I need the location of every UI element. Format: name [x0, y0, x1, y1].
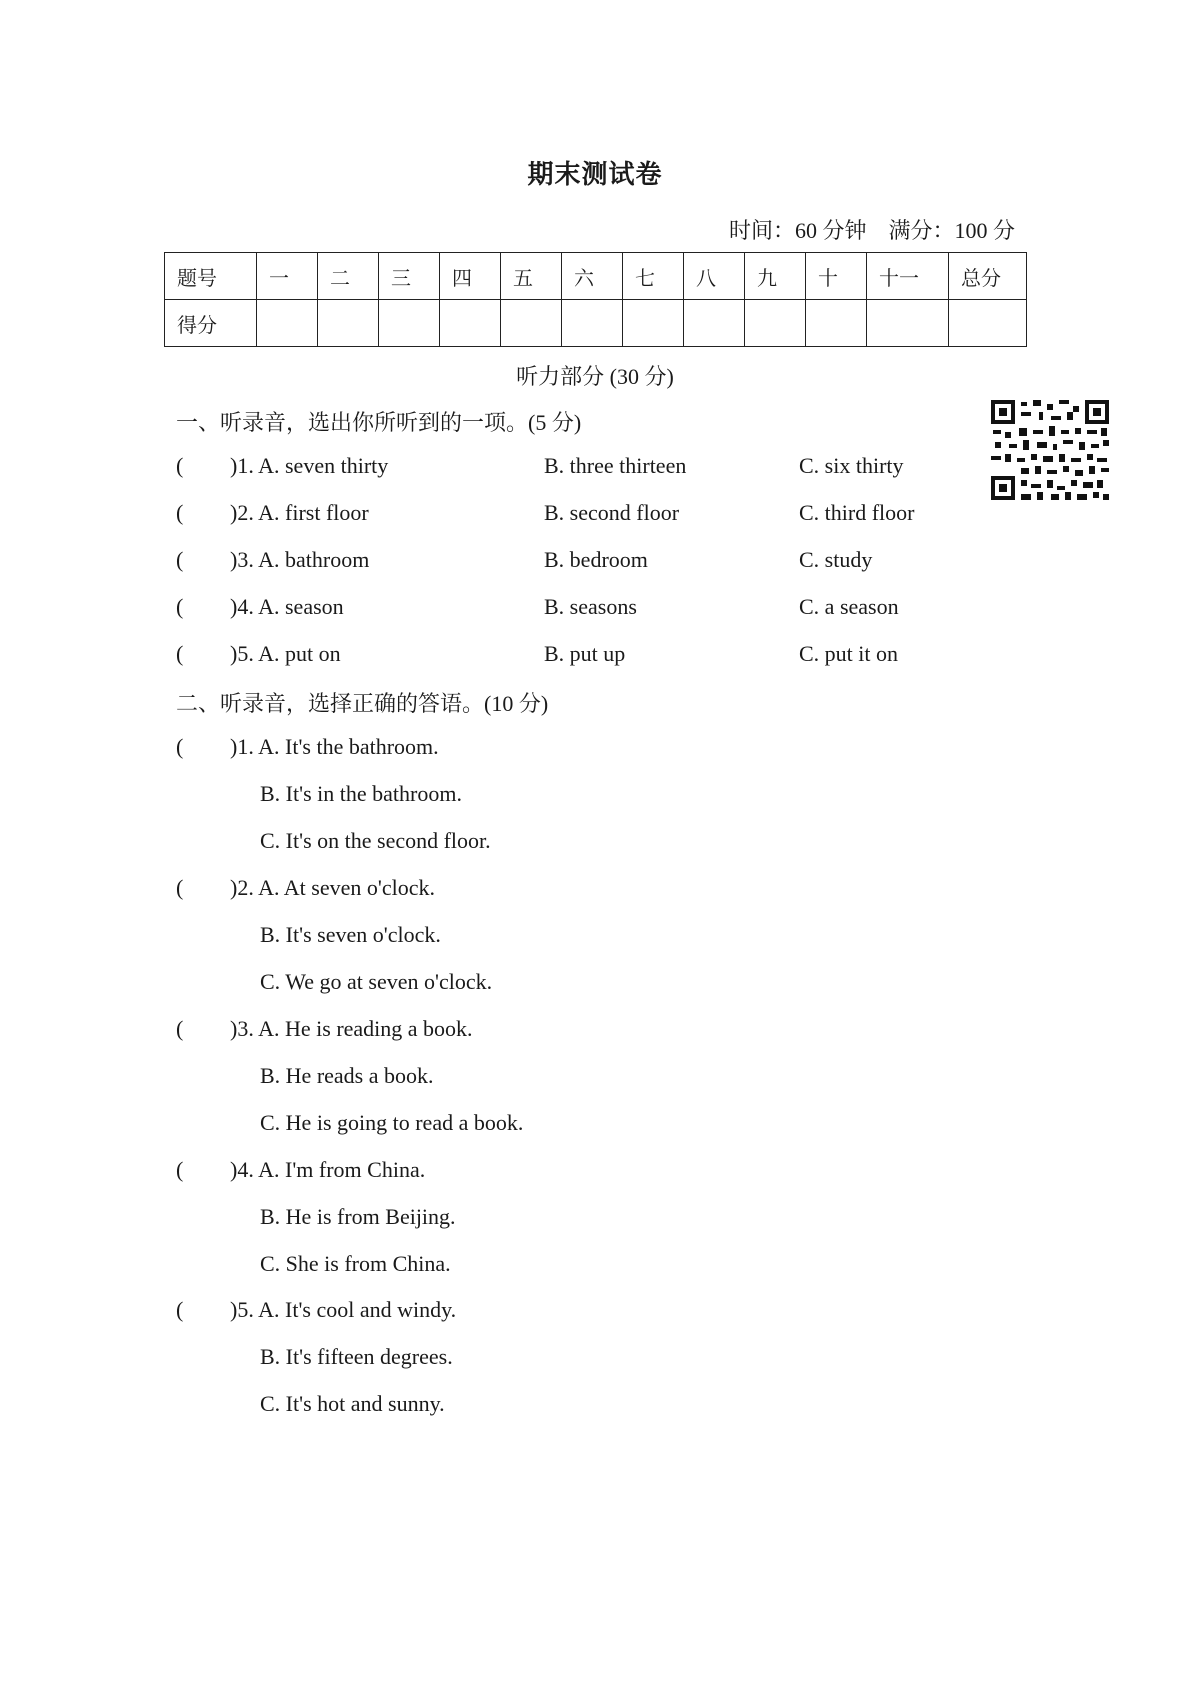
- option-a: )1. A. It's the bathroom.: [230, 734, 439, 759]
- option-a: )5. A. put on: [230, 641, 341, 666]
- answer-paren[interactable]: (: [176, 1297, 184, 1322]
- table-cell: 十: [806, 253, 867, 300]
- option-c: C. He is going to read a book.: [260, 1110, 524, 1135]
- score-cell[interactable]: [257, 300, 318, 347]
- score-table-score-row: [165, 300, 1027, 347]
- option-a: )3. A. bathroom: [230, 547, 370, 572]
- option-c: C. study: [799, 547, 873, 572]
- table-cell: 七: [623, 253, 684, 300]
- score-cell[interactable]: [562, 300, 623, 347]
- option-b: B. three thirteen: [544, 453, 687, 478]
- score-cell[interactable]: [623, 300, 684, 347]
- score-cell[interactable]: [745, 300, 806, 347]
- score-cell[interactable]: [684, 300, 745, 347]
- score-cell[interactable]: [379, 300, 440, 347]
- qr-code-icon: [991, 400, 1109, 500]
- part2-title: 二、听录音，选择正确的答语。(10 分): [176, 691, 549, 716]
- page-title: 期末测试卷: [527, 160, 663, 189]
- table-cell: 一: [257, 253, 318, 300]
- table-cell: 九: [745, 253, 806, 300]
- part1-title: 一、听录音，选出你所听到的一项。(5 分): [176, 410, 582, 435]
- answer-paren[interactable]: (: [176, 875, 184, 900]
- score-table-header-row: [165, 253, 1027, 300]
- table-cell: 三: [379, 253, 440, 300]
- option-a: )2. A. first floor: [230, 500, 369, 525]
- option-b: B. He is from Beijing.: [260, 1204, 456, 1229]
- option-c: C. She is from China.: [260, 1251, 451, 1276]
- option-c: C. third floor: [799, 500, 915, 525]
- option-c: C. It's on the second floor.: [260, 828, 491, 853]
- option-c: C. It's hot and sunny.: [260, 1391, 445, 1416]
- table-cell: 八: [684, 253, 745, 300]
- answer-paren[interactable]: (: [176, 547, 184, 572]
- option-a: )2. A. At seven o'clock.: [230, 875, 435, 900]
- table-cell: 题号: [165, 253, 257, 300]
- answer-paren[interactable]: (: [176, 1016, 184, 1041]
- option-b: B. It's in the bathroom.: [260, 781, 462, 806]
- table-cell: 四: [440, 253, 501, 300]
- option-b: B. He reads a book.: [260, 1063, 434, 1088]
- score-cell[interactable]: [806, 300, 867, 347]
- table-cell: 二: [318, 253, 379, 300]
- answer-paren[interactable]: (: [176, 500, 184, 525]
- option-b: B. bedroom: [544, 547, 648, 572]
- option-b: B. second floor: [544, 500, 680, 525]
- table-cell: 十一: [867, 253, 949, 300]
- listening-section-header: 听力部分 (30 分): [516, 364, 674, 389]
- option-c: C. put it on: [799, 641, 899, 666]
- answer-paren[interactable]: (: [176, 641, 184, 666]
- option-c: C. We go at seven o'clock.: [260, 969, 493, 994]
- option-b: B. It's fifteen degrees.: [260, 1344, 453, 1369]
- option-a: )5. A. It's cool and windy.: [230, 1297, 457, 1322]
- table-cell: 六: [562, 253, 623, 300]
- option-c: C. six thirty: [799, 453, 904, 478]
- answer-paren[interactable]: (: [176, 453, 184, 478]
- option-b: B. seasons: [544, 594, 637, 619]
- option-b: B. put up: [544, 641, 626, 666]
- score-table: [164, 252, 1027, 347]
- table-cell: 得分: [165, 300, 257, 347]
- score-cell[interactable]: [440, 300, 501, 347]
- option-a: )4. A. season: [230, 594, 344, 619]
- table-cell: 五: [501, 253, 562, 300]
- score-cell[interactable]: [949, 300, 1027, 347]
- table-cell: 总分: [949, 253, 1027, 300]
- answer-paren[interactable]: (: [176, 1157, 184, 1182]
- option-a: )3. A. He is reading a book.: [230, 1016, 473, 1041]
- option-a: )4. A. I'm from China.: [230, 1157, 426, 1182]
- score-cell[interactable]: [501, 300, 562, 347]
- score-cell[interactable]: [867, 300, 949, 347]
- answer-paren[interactable]: (: [176, 594, 184, 619]
- option-b: B. It's seven o'clock.: [260, 922, 441, 947]
- score-cell[interactable]: [318, 300, 379, 347]
- option-a: )1. A. seven thirty: [230, 453, 389, 478]
- option-c: C. a season: [799, 594, 899, 619]
- time-info: 时间：60 分钟 满分：100 分: [728, 218, 1015, 243]
- answer-paren[interactable]: (: [176, 734, 184, 759]
